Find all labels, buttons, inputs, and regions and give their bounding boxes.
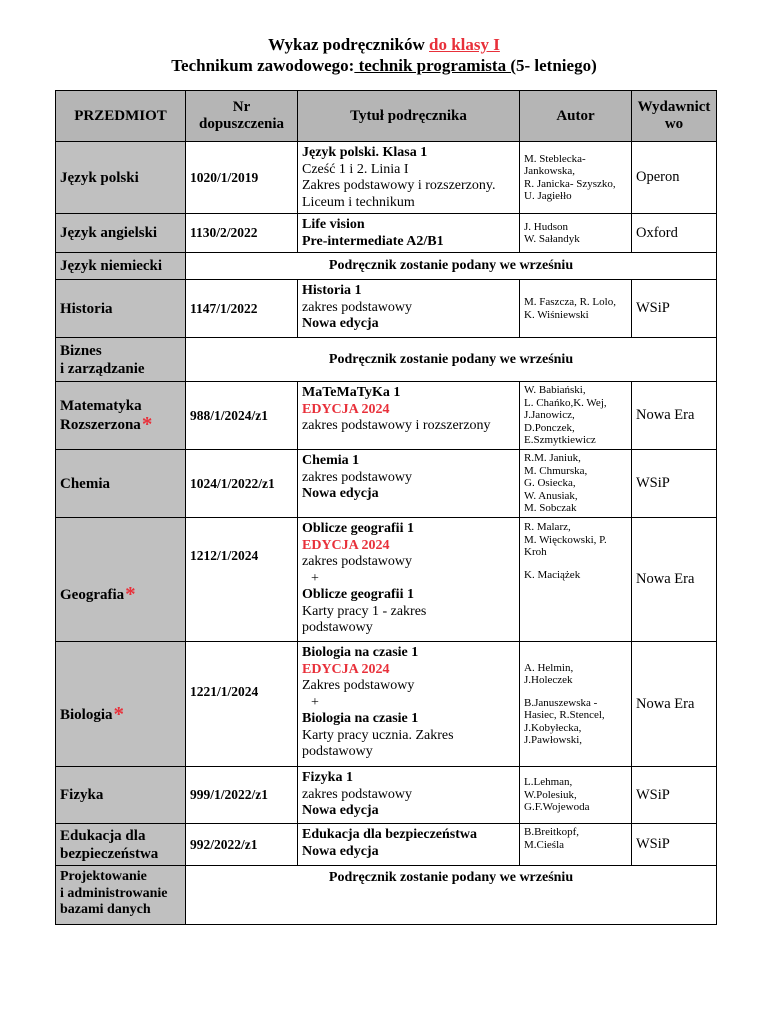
title-prefix: Wykaz podręczników [268,35,429,54]
title-line: MaTeMaTyKa 1 [302,385,401,400]
author-line: L.Lehman, [524,776,573,789]
subject-cell: Chemia [56,450,186,518]
textbook-table [55,90,717,925]
publisher-cell: Nowa Era [632,642,717,767]
table-header-row [56,91,717,142]
subject-cell [56,518,186,642]
subject-line: Projektowanie [60,869,147,884]
number-cell: 1147/1/2022 [186,280,298,338]
title-line: Pre-intermediate A2/B1 [302,233,444,249]
subject-cell [56,338,186,382]
title-line: Chemia 1 [302,453,360,468]
title-cell [298,767,520,824]
author-line: M. Chmurska, [524,464,588,477]
title-line: zakres podstawowy [302,469,413,485]
table-row [56,450,717,518]
title-line: Karty pracy 1 - zakres [302,603,427,619]
author-line: J.Kobyłecka, [524,721,582,734]
title-line: Oblicze geografii 1 [302,521,414,536]
publisher-cell: WSiP [632,767,717,824]
table-row [56,338,717,382]
plus-sign: + [311,570,319,586]
subject-line: bezpieczeństwa [60,845,159,862]
title-line: podstawowy [302,620,373,635]
title-line: Zakres podstawowy [302,678,415,693]
title-cell [298,450,520,518]
publisher-cell: WSiP [632,280,717,338]
table-row [56,214,717,253]
publisher-cell: Nowa Era [632,518,717,642]
title-line: Nowa edycja [302,803,379,818]
author-line: W. Anusiak, [524,489,578,502]
title-line: zakres podstawowy i rozszerzony [302,418,491,433]
title-line: zakres podstawowy [302,299,413,315]
author-line: B.Januszewska - [524,696,598,709]
subject-cell [56,382,186,450]
number-cell: 1221/1/2024 [186,642,298,767]
title-cell [298,824,520,866]
author-line: W. Babiański, [524,384,586,397]
number-cell: 1024/1/2022/z1 [186,450,298,518]
asterisk-mark: * [113,701,125,726]
author-cell [520,142,632,214]
title-line: Nowa edycja [302,486,379,501]
subject-line: Rozszerzona [60,417,141,433]
subject-cell [56,642,186,767]
title-line: Oblicze geografii 1 [302,587,414,602]
table-row [56,280,717,338]
subject-line: bazami danych [60,902,151,917]
table-row [56,253,717,280]
author-line: K. Maciążek [524,568,581,581]
author-cell [520,642,632,767]
author-line: E.Szmytkiewicz [524,434,596,447]
subject-cell: Język niemiecki [56,253,186,280]
number-cell: 1130/2/2022 [186,214,298,253]
subtitle-underlined: technik programista ( [354,56,516,75]
header-subject: PRZEDMIOT [56,91,186,142]
author-line: A. Helmin, [524,661,574,674]
title-line: Biologia na czasie 1 [302,645,419,660]
author-line: M. Sobczak [524,502,577,515]
author-cell [520,280,632,338]
pending-note: Podręcznik zostanie podany we wrześniu [186,866,717,925]
pending-note: Podręcznik zostanie podany we wrześniu [186,338,717,382]
author-line: U. Jagiełło [524,190,572,202]
title-line: Zakres podstawowy i rozszerzony. [302,178,496,193]
number-cell: 999/1/2022/z1 [186,767,298,824]
author-cell [520,518,632,642]
document-title [0,34,768,55]
author-line: L. Chańko,K. Wej, [524,396,607,409]
header-number: Nr dopuszczenia [186,91,298,142]
author-line: K. Wiśniewski [524,308,589,321]
title-line: Biologia na czasie 1 [302,711,419,726]
title-line: Cześć 1 i 2. Linia I [302,161,409,177]
header-publisher: Wydawnictwo [632,91,717,142]
subject-cell: Fizyka [56,767,186,824]
title-line: zakres podstawowy [302,554,413,569]
table-row [56,767,717,824]
title-line: Nowa edycja [302,843,379,859]
author-cell [520,382,632,450]
subject-cell [56,824,186,866]
subject-line: i zarządzanie [60,360,145,377]
title-cell [298,142,520,214]
table-row [56,518,717,642]
author-line: G. Osiecka, [524,477,576,490]
header-title: Tytuł podręcznika [298,91,520,142]
title-line: Historia 1 [302,283,362,298]
table-row [56,382,717,450]
edition-highlight: EDYCJA 2024 [302,537,390,553]
author-line: W.Polesiuk, [524,788,577,801]
author-line: Kroh [524,546,547,558]
title-line: Fizyka 1 [302,770,353,785]
subject-cell: Język polski [56,142,186,214]
publisher-cell: WSiP [632,824,717,866]
subject-line: Edukacja dla [60,827,146,844]
subject-cell: Historia [56,280,186,338]
document-subtitle [0,55,768,76]
author-cell [520,450,632,518]
title-class-highlight: do klasy I [429,35,500,54]
edition-highlight: EDYCJA 2024 [302,401,390,417]
publisher-cell: Operon [632,142,717,214]
subject-line: Biznes [60,342,102,359]
number-cell: 988/1/2024/z1 [186,382,298,450]
number-cell: 1020/1/2019 [186,142,298,214]
table-row [56,142,717,214]
author-line: G.F.Wojewoda [524,801,590,814]
title-cell [298,214,520,253]
author-line: J.Pawłowski, [524,734,583,746]
header-author: Autor [520,91,632,142]
author-cell [520,767,632,824]
author-line: R.M. Janiuk, [524,452,581,465]
author-line: Hasiec, R.Stencel, [524,709,605,721]
subtitle-prefix: Technikum zawodowego: [171,56,355,75]
edition-highlight: EDYCJA 2024 [302,661,390,677]
author-line: W. Sałandyk [524,233,580,245]
author-line: M. Steblecka-Jankowska, [524,152,586,177]
title-line: Karty pracy ucznia. Zakres [302,727,454,743]
author-line: M. Faszcza, R. Lolo, [524,296,616,308]
publisher-cell: Oxford [632,214,717,253]
publisher-cell: Nowa Era [632,382,717,450]
table-row [56,824,717,866]
title-line: Edukacja dla bezpieczeństwa [302,827,477,842]
subject-line: Matematyka [60,398,142,414]
subject-cell: Język angielski [56,214,186,253]
author-cell [520,824,632,866]
title-line: zakres podstawowy [302,786,413,802]
author-cell [520,214,632,253]
subject-line: Biologia [60,706,113,723]
subject-cell [56,866,186,925]
number-cell: 992/2022/z1 [186,824,298,866]
plus-sign: + [311,694,319,710]
table-row [56,866,717,925]
subtitle-suffix: 5- letniego) [516,56,597,75]
asterisk-mark: * [141,412,153,436]
author-line: J.Holeczek [524,674,573,686]
author-line: B.Breitkopf, [524,826,579,838]
title-line: Life vision [302,217,365,232]
author-line: J.Janowicz, [524,409,575,422]
subject-line: Geografia [60,587,125,603]
asterisk-mark: * [125,582,136,606]
title-cell [298,642,520,767]
author-line: J. Hudson [524,220,569,233]
title-cell [298,280,520,338]
title-line: Język polski. Klasa 1 [302,145,428,160]
author-line: M. Więckowski, P. [524,533,607,546]
title-cell [298,382,520,450]
table-row [56,642,717,767]
publisher-cell: WSiP [632,450,717,518]
number-cell: 1212/1/2024 [186,518,298,642]
title-line: Nowa edycja [302,316,379,331]
author-line: R. Malarz, [524,521,571,533]
author-line: R. Janicka- Szyszko, [524,177,616,190]
pending-note: Podręcznik zostanie podany we wrześniu [186,253,717,280]
title-line: podstawowy [302,744,373,759]
author-line: M.Cieśla [524,838,565,851]
author-line: D.Ponczek, [524,421,575,434]
title-cell [298,518,520,642]
title-line: Liceum i technikum [302,194,415,210]
subject-line: i administrowanie [60,885,168,901]
